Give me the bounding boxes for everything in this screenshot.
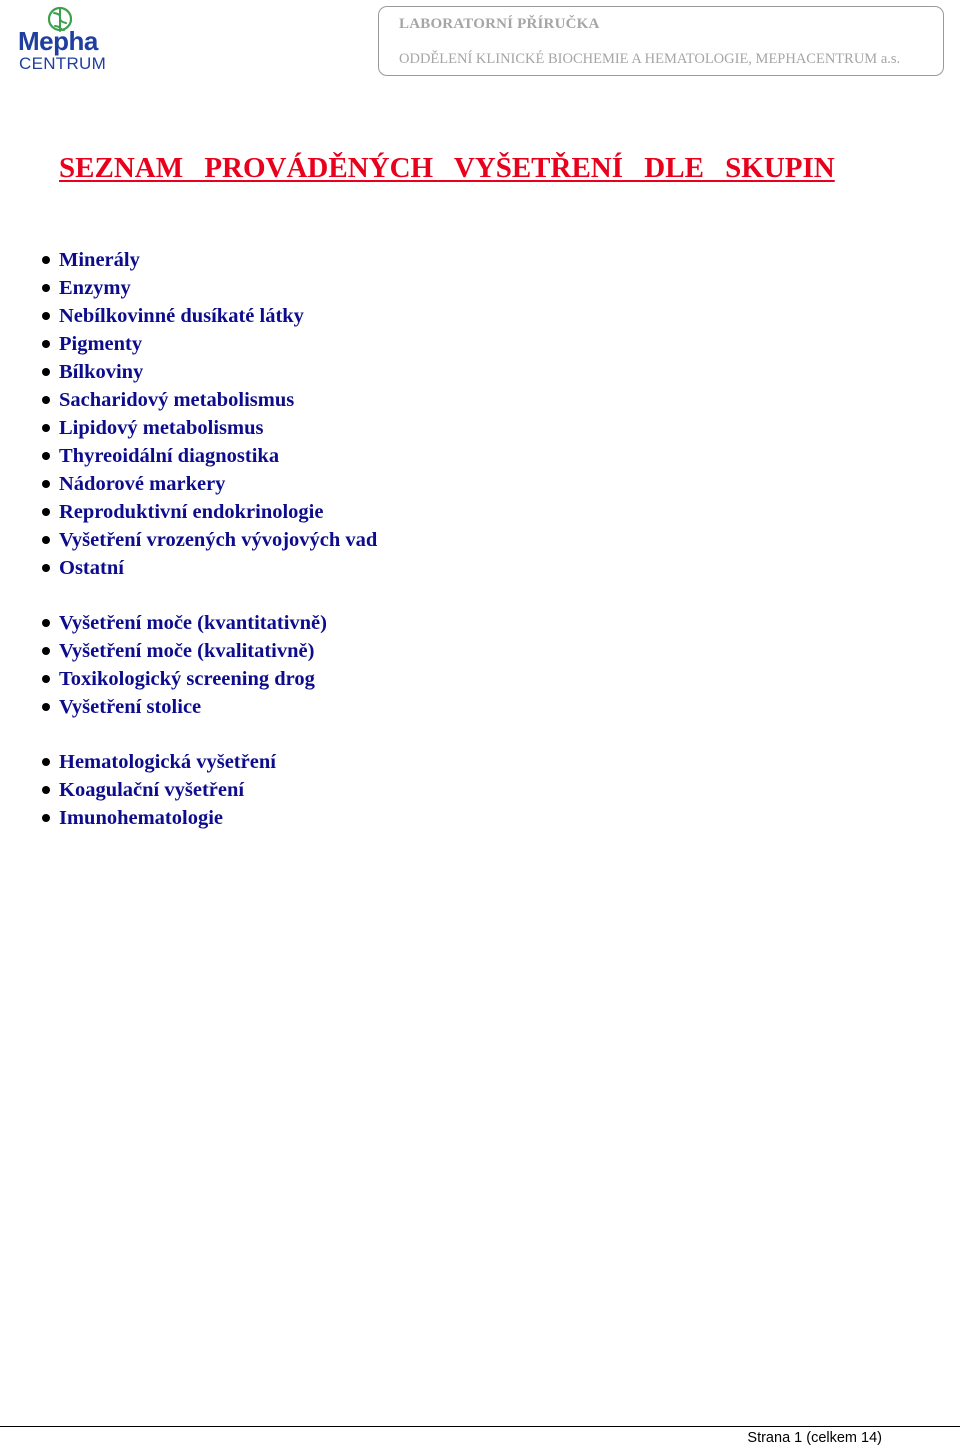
bullet-icon: [42, 619, 50, 627]
list-item: [40, 246, 377, 274]
exam-group-biochemistry: [40, 246, 377, 582]
bullet-icon: [42, 480, 50, 488]
list-item-label: Ostatní: [59, 557, 124, 579]
list-item: [40, 554, 377, 582]
list-item: [40, 637, 327, 665]
mepha-centrum-logo: [14, 4, 110, 72]
list-item: [40, 609, 327, 637]
bullet-icon: [42, 340, 50, 348]
bullet-icon: [42, 424, 50, 432]
list-item: [40, 470, 377, 498]
list-item: [40, 330, 377, 358]
bullet-icon: [42, 703, 50, 711]
bullet-icon: [42, 758, 50, 766]
page-title: SEZNAM PROVÁDĚNÝCH VYŠETŘENÍ DLE SKUPIN: [59, 152, 835, 184]
list-item-label: Nádorové markery: [59, 473, 226, 495]
list-item-label: Vyšetření moče (kvalitativně): [59, 640, 315, 662]
exam-group-hematology: [40, 748, 276, 832]
list-item-label: Minerály: [59, 249, 140, 271]
list-item-label: Imunohematologie: [59, 807, 223, 829]
list-item: [40, 804, 276, 832]
list-item-label: Vyšetření vrozených vývojových vad: [59, 529, 378, 551]
bullet-icon: [42, 508, 50, 516]
list-item-label: Reproduktivní endokrinologie: [59, 501, 324, 523]
header-title: LABORATORNÍ PŘÍRUČKA: [399, 16, 600, 32]
logo-wordmark-bottom: CENTRUM: [19, 54, 107, 72]
logo-wordmark-top: Mepha: [18, 26, 98, 56]
list-item-label: Vyšetření moče (kvantitativně): [59, 612, 327, 634]
logo-graphic: [14, 4, 110, 72]
list-item-label: Sacharidový metabolismus: [59, 389, 295, 411]
list-item: [40, 302, 377, 330]
list-item: [40, 748, 276, 776]
list-item: [40, 665, 327, 693]
bullet-icon: [42, 396, 50, 404]
footer-divider: [0, 1426, 960, 1427]
list-item: [40, 386, 377, 414]
page-number: Strana 1 (celkem 14): [747, 1430, 882, 1446]
bullet-icon: [42, 312, 50, 320]
header-subtitle: ODDĚLENÍ KLINICKÉ BIOCHEMIE A HEMATOLOGIE, MEPHACENTRUM a.s.: [399, 51, 901, 67]
list-item-label: Hematologická vyšetření: [59, 751, 276, 773]
list-item-label: Pigmenty: [59, 333, 143, 355]
bullet-icon: [42, 814, 50, 822]
bullet-icon: [42, 786, 50, 794]
list-item: [40, 498, 377, 526]
list-item-label: Enzymy: [59, 277, 131, 299]
list-item-label: Thyreoidální diagnostika: [59, 445, 280, 467]
list-item-label: Nebílkovinné dusíkaté látky: [59, 305, 304, 327]
bullet-icon: [42, 256, 50, 264]
list-item-label: Toxikologický screening drog: [59, 668, 315, 690]
list-item-label: Koagulační vyšetření: [59, 779, 245, 801]
bullet-icon: [42, 647, 50, 655]
list-item: [40, 693, 327, 721]
exam-group-urine-stool: [40, 609, 327, 721]
list-item: [40, 776, 276, 804]
bullet-icon: [42, 368, 50, 376]
bullet-icon: [42, 536, 50, 544]
bullet-icon: [42, 284, 50, 292]
bullet-icon: [42, 675, 50, 683]
list-item: [40, 358, 377, 386]
list-item: [40, 526, 377, 554]
header-box: [378, 6, 944, 76]
list-item-label: Lipidový metabolismus: [59, 417, 264, 439]
list-item: [40, 442, 377, 470]
list-item-label: Bílkoviny: [59, 361, 144, 383]
list-item: [40, 414, 377, 442]
list-item: [40, 274, 377, 302]
bullet-icon: [42, 564, 50, 572]
bullet-icon: [42, 452, 50, 460]
list-item-label: Vyšetření stolice: [59, 696, 202, 718]
